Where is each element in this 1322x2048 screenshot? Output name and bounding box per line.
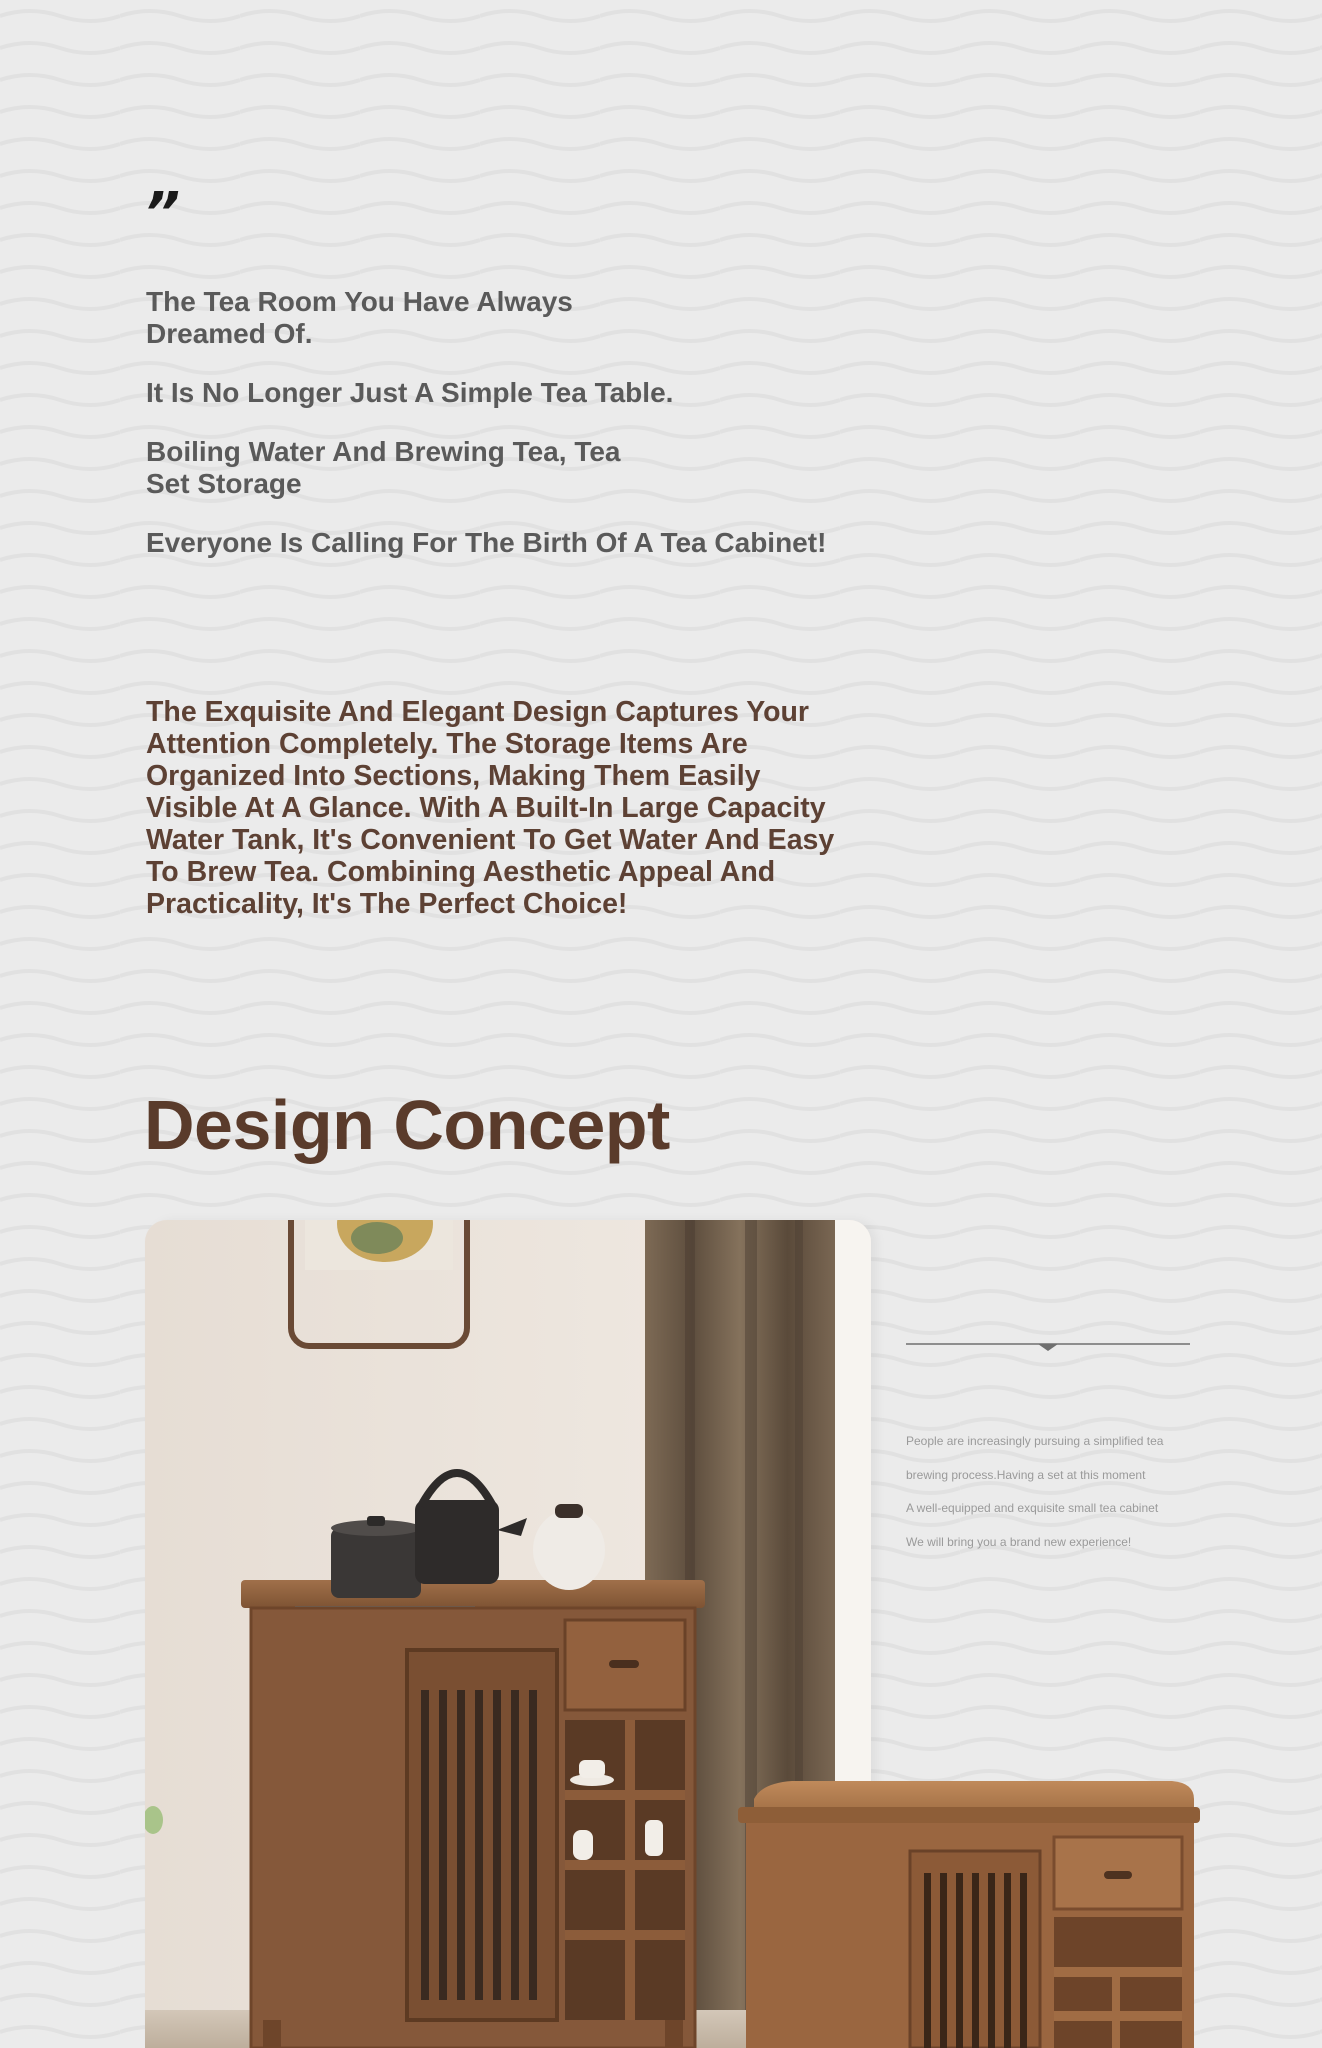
caption-line-1: People are increasingly pursuing a simplified tea <box>906 1434 1164 1448</box>
decorative-divider-line <box>906 1337 1190 1351</box>
intro-text-block <box>146 286 866 586</box>
caption-line-4: We will bring you a brand new experience! <box>906 1534 1132 1549</box>
intro-line-1: The Tea Room You Have Always Dreamed Of. <box>146 286 573 349</box>
intro-line-3: Boiling Water And Brewing Tea, Tea Set Storage <box>146 436 621 499</box>
intro-line-2: It Is No Longer Just A Simple Tea Table. <box>146 377 674 408</box>
caption-line-3: A well-equipped and exquisite small tea cabinet <box>906 1501 1159 1515</box>
tea-cabinet-product-image <box>732 1775 1202 2048</box>
product-description: The Exquisite And Elegant Design Captures Your Attention Completely. The Storage Items Are Organized Into Sections, Making Them Easily Visible At A Glance. With A Built-In Large Capacity Water Tank, It's Convenient To Get Water And Easy To Brew Tea. Combining Aesthetic Appeal And Practicality, It's The Perfect Choice! <box>146 696 835 920</box>
quote-mark-icon: ” <box>144 181 181 246</box>
design-caption <box>906 1425 1226 1559</box>
section-title: Design Concept <box>144 1086 670 1164</box>
intro-line-4: Everyone Is Calling For The Birth Of A Tea Cabinet! <box>146 527 827 558</box>
caption-line-2: brewing process.Having a set at this moment <box>906 1467 1146 1482</box>
